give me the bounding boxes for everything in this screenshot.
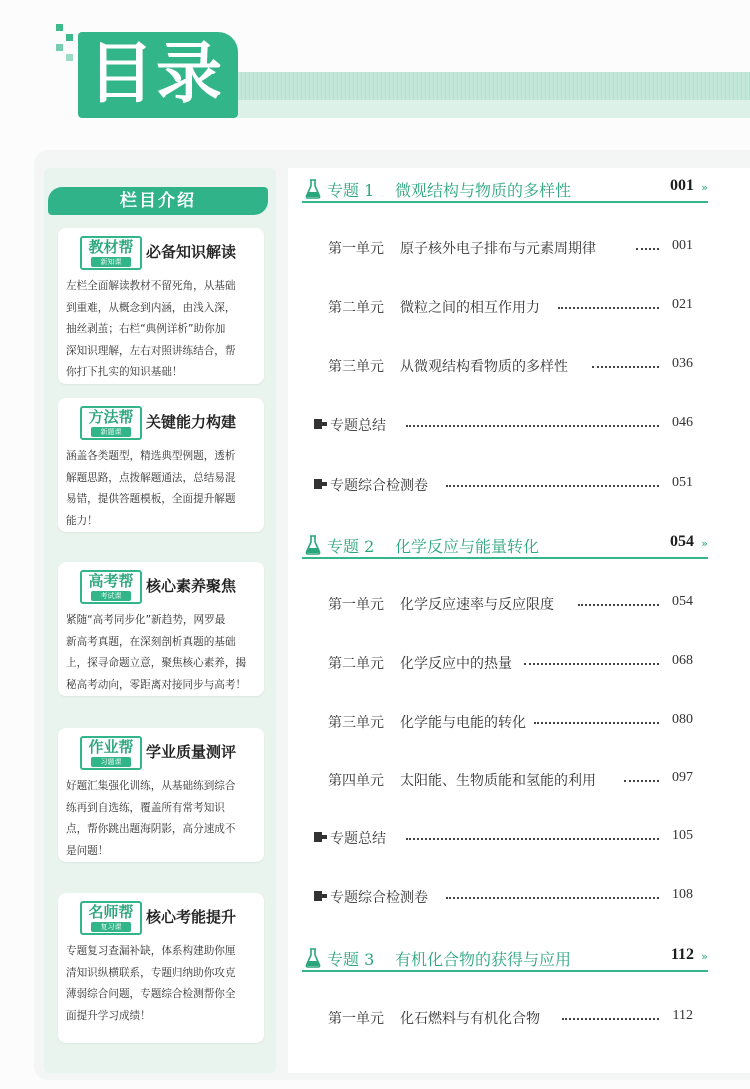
bullet-icon-tail: [322, 422, 327, 426]
card-body: [66, 276, 258, 384]
toc-row[interactable]: [328, 1008, 693, 1030]
bullet-icon: [314, 891, 322, 901]
card-line: 到重难，从概念到内涵，由浅入深，: [66, 301, 236, 314]
topic-page: 054: [670, 533, 694, 550]
leader-dots: [446, 897, 659, 899]
column-card-textbook: [58, 228, 264, 384]
topic-title: 化学反应与能量转化: [395, 537, 540, 556]
header-band: [238, 72, 750, 100]
unit-title: 原子核外电子排布与元素周期律: [400, 241, 596, 257]
page-title: 目录: [88, 35, 224, 112]
divider: [302, 970, 708, 972]
leader-dots: [562, 1018, 659, 1020]
double-chevron-icon: »: [701, 181, 708, 194]
toc-row[interactable]: [328, 712, 693, 734]
unit-title: 化学反应中的热量: [400, 656, 512, 672]
bullet-icon: [314, 479, 322, 489]
card-line: 好题汇集强化训练，从基础练到综合: [66, 780, 236, 792]
leader-dots: [592, 366, 659, 368]
badge: [80, 736, 142, 770]
card-heading: 核心素养聚焦: [146, 577, 237, 595]
summary-title: 专题总结: [330, 418, 386, 434]
leader-dots: [446, 485, 659, 487]
toc-row[interactable]: [328, 356, 693, 378]
toc-row[interactable]: [328, 770, 693, 792]
page-number: 097: [672, 770, 693, 785]
page-number: 080: [672, 712, 693, 727]
unit-title: 太阳能、生物质能和氢能的利用: [400, 773, 596, 789]
toc-row-test[interactable]: [314, 475, 693, 497]
card-body: [66, 941, 258, 1027]
flask-icon: [305, 948, 321, 968]
topic-number: 专题 3: [327, 950, 375, 969]
badge-label: 方法帮: [88, 408, 134, 426]
card-heading: 关键能力构建: [146, 413, 237, 431]
topic-heading[interactable]: [302, 533, 708, 559]
unit-label: 第三单元: [328, 715, 384, 731]
card-line: 点，帮你跳出题海阴影，高分速成不: [66, 823, 236, 835]
double-chevron-icon: »: [701, 950, 708, 963]
column-card-teacher: [58, 893, 264, 1043]
column-card-method: [58, 398, 264, 532]
card-line: 解题思路，点拨解题通法，总结易混: [66, 471, 236, 484]
card-body: [66, 446, 258, 532]
topic-page: 001: [670, 177, 694, 194]
toc-row[interactable]: [328, 238, 693, 260]
unit-label: 第一单元: [328, 597, 384, 613]
card-line: 左栏全面解读教材不留死角，从基础: [66, 280, 236, 292]
leader-dots: [636, 248, 659, 250]
unit-label: 第二单元: [328, 656, 384, 672]
card-line: 你打下扎实的知识基础！: [66, 366, 183, 378]
unit-title: 化学反应速率与反应限度: [400, 597, 554, 613]
header-band-light: [238, 100, 750, 118]
page-number: 112: [672, 1008, 693, 1023]
leader-dots: [406, 425, 659, 427]
topic-number: 专题 1: [327, 181, 375, 200]
card-line: 是问题！: [66, 844, 109, 857]
card-line: 上，探寻命题立意，聚焦核心素养，揭: [66, 657, 247, 669]
page-number: 068: [672, 653, 693, 668]
deco-square: [66, 34, 73, 41]
card-line: 涵盖各类题型，精选典型例题，透析: [66, 450, 236, 462]
page-number: 021: [672, 297, 693, 312]
toc-row[interactable]: [328, 653, 693, 675]
card-line: 能力！: [66, 514, 98, 527]
bullet-icon: [314, 419, 322, 429]
toc-row-test[interactable]: [314, 887, 693, 909]
bullet-icon-tail: [322, 894, 327, 898]
toc-row-summary[interactable]: [314, 415, 693, 437]
divider: [302, 201, 708, 203]
badge: [80, 406, 142, 440]
badge-label: 教材帮: [88, 238, 134, 256]
card-line: 面提升学习成绩！: [66, 1009, 151, 1022]
page-number: 036: [672, 356, 693, 371]
badge-sub: 新知课: [91, 257, 131, 267]
card-line: 薄弱综合问题，专题综合检测帮你全: [66, 988, 236, 1000]
card-line: 新高考真题，在深刻剖析真题的基础: [66, 635, 236, 648]
card-body: [66, 776, 258, 862]
card-line: 专题复习查漏补缺，体系构建助你厘: [66, 945, 236, 957]
test-title: 专题综合检测卷: [330, 478, 428, 494]
unit-title: 化学能与电能的转化: [400, 715, 526, 731]
unit-label: 第一单元: [328, 241, 384, 257]
leader-dots: [578, 604, 659, 606]
card-body: [66, 610, 258, 696]
topic-heading[interactable]: [302, 177, 708, 203]
leader-dots: [534, 722, 659, 724]
deco-square: [56, 24, 63, 31]
topic-heading[interactable]: [302, 946, 708, 972]
badge-label: 高考帮: [88, 572, 134, 590]
column-card-homework: [58, 728, 264, 862]
badge-sub: 复习课: [91, 922, 131, 932]
card-line: 清知识纵横联系，专题归纳助你攻克: [66, 966, 236, 979]
leader-dots: [624, 780, 659, 782]
unit-title: 从微观结构看物质的多样性: [400, 359, 568, 375]
bullet-icon-tail: [322, 482, 327, 486]
badge: [80, 236, 142, 270]
page-number: 046: [672, 415, 693, 430]
unit-label: 第三单元: [328, 359, 384, 375]
leader-dots: [524, 663, 659, 665]
test-title: 专题综合检测卷: [330, 890, 428, 906]
card-line: 深知识理解，左右对照讲练结合，帮: [66, 344, 236, 357]
unit-title: 化石燃料与有机化合物: [400, 1011, 540, 1027]
flask-icon: [305, 179, 321, 199]
toc-row[interactable]: [328, 594, 693, 616]
badge-label: 名师帮: [88, 903, 134, 921]
badge: [80, 901, 142, 935]
card-line: 秘高考动向，零距离对接同步与高考！: [66, 678, 247, 691]
summary-title: 专题总结: [330, 831, 386, 847]
bullet-icon-tail: [322, 835, 327, 839]
toc-row-summary[interactable]: [314, 828, 693, 850]
page-number: 054: [672, 594, 693, 609]
badge: [80, 570, 142, 604]
topic-number: 专题 2: [327, 537, 375, 556]
divider: [302, 557, 708, 559]
unit-label: 第四单元: [328, 773, 384, 789]
card-line: 练再到自选练，覆盖所有常考知识: [66, 801, 225, 814]
column-card-gaokao: [58, 562, 264, 696]
deco-square: [66, 54, 73, 61]
page-number: 001: [672, 238, 693, 253]
card-line: 抽丝剥茧；右栏“典例详析”助你加: [66, 323, 226, 335]
double-chevron-icon: »: [701, 537, 708, 550]
card-line: 易错，提供答题模板，全面提升解题: [66, 493, 236, 505]
page-number: 108: [672, 887, 693, 902]
card-heading: 核心考能提升: [146, 908, 237, 926]
badge-sub: 考试课: [91, 591, 131, 601]
topic-page: 112: [670, 946, 694, 963]
card-line: 紧随“高考同步化”新趋势，网罗最: [66, 614, 226, 626]
topic-title: 微观结构与物质的多样性: [395, 181, 572, 200]
unit-label: 第一单元: [328, 1011, 384, 1027]
unit-label: 第二单元: [328, 300, 384, 316]
badge-label: 作业帮: [88, 738, 134, 756]
badge-sub: 习题课: [91, 757, 131, 767]
toc-row[interactable]: [328, 297, 693, 319]
unit-title: 微粒之间的相互作用力: [400, 300, 540, 316]
leader-dots: [558, 307, 659, 309]
sidebar-title: 栏目介绍: [48, 187, 268, 215]
leader-dots: [406, 838, 659, 840]
card-heading: 学业质量测评: [146, 743, 237, 761]
deco-square: [56, 44, 63, 51]
flask-icon: [305, 535, 321, 555]
topic-title: 有机化合物的获得与应用: [395, 950, 572, 969]
page-number: 051: [672, 475, 693, 490]
bullet-icon: [314, 832, 322, 842]
badge-sub: 新题课: [91, 427, 131, 437]
card-heading: 必备知识解读: [146, 243, 237, 261]
page-number: 105: [672, 828, 693, 843]
